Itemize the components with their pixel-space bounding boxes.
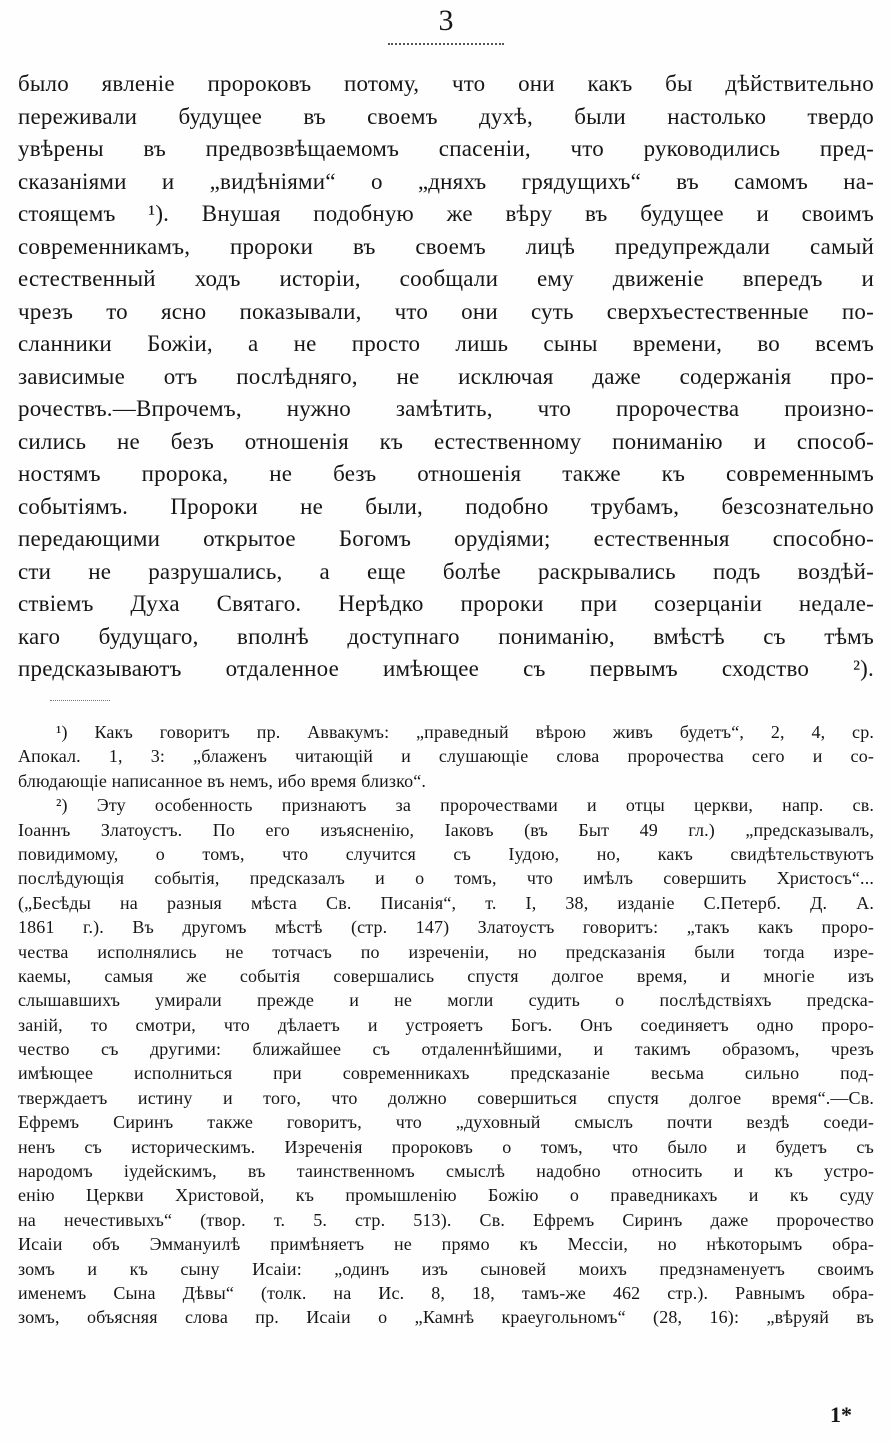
footnote-line: тверждаетъ истину и того, что должно совершиться спустя долгое время“.—Св. bbox=[18, 1087, 874, 1108]
text-line: сились не безъ отношенія къ естественному пониманію и способ- bbox=[18, 428, 874, 454]
text-line: сказаніями и „видѣніями“ о „дняхъ грядущихъ“ въ самомъ на- bbox=[18, 168, 874, 194]
text-line: рочествъ.—Впрочемъ, нужно замѣтить, что пророчества произно- bbox=[18, 396, 874, 421]
text-line: переживали будущее въ своемъ духѣ, были настолько твердо bbox=[18, 103, 874, 129]
footnote-2 bbox=[18, 793, 874, 1330]
footnote-line: ¹) Какъ говоритъ пр. Аввакумъ: „праведный вѣрою живъ будетъ“, 2, 4, ср. bbox=[56, 722, 874, 742]
footnote-line: зомъ и къ сыну Исаіи: „одинъ изъ сыновей моихъ предзнаменуетъ своимъ bbox=[18, 1258, 874, 1279]
page-number: 3 bbox=[438, 4, 454, 37]
signature-mark: 1* bbox=[830, 1402, 852, 1427]
footnote-line: на нечестивыхъ“ (твор. т. 5. стр. 513). Св. Ефремъ Сиринъ даже пророчество bbox=[18, 1209, 874, 1230]
footnote-line: послѣдующія событія, предсказалъ и о томъ, что имѣлъ совершить Христосъ“... bbox=[18, 868, 874, 889]
text-line: современникамъ, пророки въ своемъ лицѣ предупреждали самый bbox=[18, 233, 874, 259]
footnote-line: каемы, самыя же событія совершались спустя долгое время, и многіе изъ bbox=[18, 965, 874, 986]
footnote-line: Ефремъ Сиринъ также говоритъ, что „духовный смыслъ почти вездѣ соеди- bbox=[18, 1112, 874, 1133]
text-line: передающими открытое Богомъ орудіями; естественныя способно- bbox=[18, 526, 874, 551]
footnote-line: зомъ, объясняя слова пр. Исаіи о „Камнѣ краеугольномъ“ (28, 16): „вѣруяй въ bbox=[18, 1307, 874, 1328]
footnote-line: Іоаннъ Златоустъ. По его изъясненію, Іаковъ (въ Быт 49 гл.) „предсказывалъ, bbox=[18, 819, 874, 840]
footnote-line: чества исполнялись не тотчасъ по изреченіи, но предсказанія были тогда изре- bbox=[18, 941, 874, 962]
text-line: ствіемъ Духа Святаго. Нерѣдко пророки при созерцаніи недале- bbox=[18, 591, 874, 616]
header-rule bbox=[388, 43, 504, 47]
text-line: зависимые отъ послѣдняго, не исключая даже содержанія про- bbox=[18, 363, 874, 389]
text-line: предсказываютъ отдаленное имѣющее съ первымъ сходство ²). bbox=[18, 656, 874, 681]
footnote-line: 1861 г.). Въ другомъ мѣстѣ (стр. 147) Златоустъ говоритъ: „такъ какъ проро- bbox=[18, 917, 874, 938]
text-line: сти не разрушались, а еще болѣе раскрывались подъ воздѣй- bbox=[18, 558, 874, 584]
footnote-line: („Бесѣды на разныя мѣста Св. Писанія“, т. I, 38, изданіе С.Петерб. Д. А. bbox=[18, 892, 874, 913]
footnote-line: Исаіи объ Эммануилѣ примѣняетъ не прямо къ Мессіи, но нѣкоторымъ обра- bbox=[18, 1234, 874, 1255]
footnote-line: народомъ іудейскимъ, въ таинственномъ смыслѣ надобно относить и къ устро- bbox=[18, 1161, 874, 1182]
footnote-line: повидимому, о томъ, что случится съ Іудою, но, какъ свидѣтельствуютъ bbox=[18, 843, 874, 864]
footnote-line: енію Церкви Христовой, къ промышленію Божію о праведникахъ и къ суду bbox=[18, 1185, 874, 1206]
footnote-line: слышавшихъ умирали прежде и не могли судить о послѣдствіяхъ предска- bbox=[18, 990, 874, 1011]
footnotes bbox=[18, 720, 874, 1330]
footnote-1 bbox=[18, 720, 874, 793]
footnote-separator bbox=[50, 700, 110, 701]
text-line: стоящемъ ¹). Внушая подобную же вѣру въ будущее и своимъ bbox=[18, 201, 874, 226]
text-line: событіямъ. Пророки не были, подобно трубамъ, безсознательно bbox=[18, 493, 874, 519]
text-line: чрезъ то ясно показывали, что они суть сверхъестественные по- bbox=[18, 298, 874, 324]
main-text bbox=[18, 68, 874, 686]
footnote-line: блюдающіе написанное въ немъ, ибо время близко“. bbox=[18, 770, 427, 791]
footnote-line: ненъ съ историческимъ. Изреченія пророковъ о томъ, что было и будетъ съ bbox=[18, 1136, 874, 1157]
footnote-line: ²) Эту особенность признаютъ за пророчествами и отцы церкви, напр. св. bbox=[56, 795, 874, 816]
text-line: сланники Божіи, а не просто лишь сыны времени, во всемъ bbox=[18, 331, 874, 356]
text-line: увѣрены въ предвозвѣщаемомъ спасеніи, что руководились пред- bbox=[18, 136, 874, 161]
footnote-line: чество съ другими: ближайшее съ отдаленнѣйшими, и такимъ образомъ, чрезъ bbox=[18, 1039, 874, 1060]
text-line: каго будущаго, вполнѣ доступнаго пониманію, вмѣстѣ съ тѣмъ bbox=[18, 623, 874, 649]
footnote-line: Апокал. 1, 3: „блаженъ читающій и слушающіе слова пророчества сего и со- bbox=[18, 746, 874, 767]
text-line: было явленіе пророковъ потому, что они какъ бы дѣйствительно bbox=[18, 71, 874, 96]
footnote-line: имѣющее исполниться при современникахъ предсказаніе весьма сильно под- bbox=[18, 1063, 874, 1084]
footnote-line: именемъ Сына Дѣвы“ (толк. на Ис. 8, 18, тамъ-же 462 стр.). Равнымъ обра- bbox=[18, 1282, 874, 1303]
footnote-line: заній, то смотри, что дѣлаетъ и устрояетъ Богъ. Онъ соединяетъ одно проро- bbox=[18, 1014, 874, 1035]
text-line: естественный ходъ исторіи, сообщали ему движеніе впередъ и bbox=[18, 266, 874, 291]
text-line: ностямъ пророка, не безъ отношенія также къ современнымъ bbox=[18, 461, 874, 486]
